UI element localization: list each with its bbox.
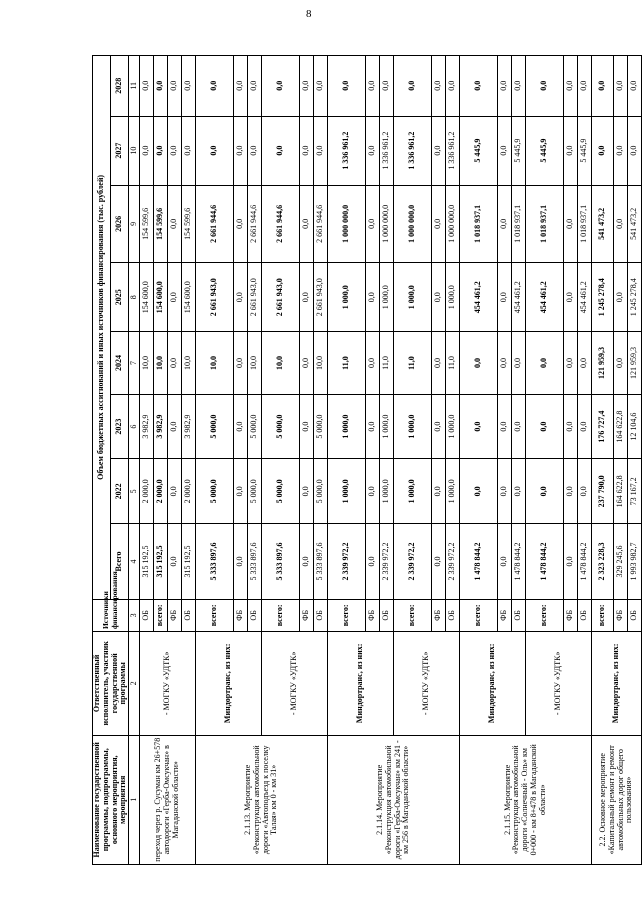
value-cell: 0,0 — [262, 56, 300, 117]
value-cell: 0,0 — [394, 56, 432, 117]
measure-name: 2.1.13. Мероприятие «Реконструкция автомобильной дороги «Автоподъезд к поселку Талая» км 0 - км 31» — [196, 735, 328, 864]
value-cell: 0,0 — [182, 116, 196, 185]
value-cell: 329 245,6 — [614, 524, 628, 600]
source-cell: ОБ — [182, 599, 196, 631]
rotated-table-wrapper — [92, 55, 639, 865]
column-number: 10 — [129, 116, 140, 185]
value-cell: 0,0 — [614, 263, 628, 332]
value-cell: 0,0 — [432, 524, 446, 600]
source-cell: ФБ — [300, 599, 314, 631]
column-number: 9 — [129, 185, 140, 263]
value-cell: 3 982,9 — [182, 394, 196, 459]
value-cell: 10,0 — [262, 332, 300, 395]
value-cell: 0,0 — [498, 459, 512, 524]
value-cell: 0,0 — [234, 263, 248, 332]
value-cell: 0,0 — [614, 332, 628, 395]
value-cell: 11,0 — [328, 332, 366, 395]
value-cell: 154 600,0 — [182, 263, 196, 332]
value-cell: 5 445,9 — [526, 116, 564, 185]
value-cell: 0,0 — [446, 56, 460, 117]
header-year: 2023 — [111, 394, 129, 459]
source-cell: ФБ — [432, 599, 446, 631]
value-cell: 1 000,0 — [328, 263, 366, 332]
value-cell: 0,0 — [300, 394, 314, 459]
value-cell: 5 000,0 — [196, 394, 234, 459]
value-cell: 1 000,0 — [380, 394, 394, 459]
value-cell: 0,0 — [628, 116, 642, 185]
value-cell: 1 000 000,0 — [328, 185, 366, 263]
value-cell: 154 600,0 — [154, 263, 168, 332]
value-cell: 1 245 278,4 — [592, 263, 614, 332]
source-cell: ОБ — [380, 599, 394, 631]
value-cell: 1 000 000,0 — [380, 185, 394, 263]
value-cell: 5 000,0 — [262, 394, 300, 459]
value-cell: 0,0 — [578, 332, 592, 395]
value-cell: 454 461,2 — [460, 263, 498, 332]
value-cell: 0,0 — [234, 185, 248, 263]
header-year: 2024 — [111, 332, 129, 395]
value-cell: 0,0 — [578, 459, 592, 524]
value-cell: 2 661 943,0 — [196, 263, 234, 332]
executor-total-cell: Миндортранс, из них: — [460, 632, 526, 736]
value-cell: 0,0 — [578, 56, 592, 117]
value-cell: 0,0 — [168, 263, 182, 332]
rotated-page — [92, 55, 639, 865]
value-cell: 1 478 844,2 — [460, 524, 498, 600]
value-cell: 0,0 — [498, 524, 512, 600]
value-cell: 0,0 — [564, 116, 578, 185]
measure-name: переход через р. Сусуман км 26+578 автодороги «Герба-Омсукчан» в Магаданской области» — [140, 735, 196, 864]
value-cell: 0,0 — [234, 394, 248, 459]
value-cell: 0,0 — [366, 394, 380, 459]
executor-total-cell: Миндортранс, из них: — [592, 632, 642, 736]
value-cell: 176 727,4 — [592, 394, 614, 459]
header-funding-group: Объем бюджетных ассигнований и иных источников финансирования (тыс. рублей) — [93, 56, 111, 600]
source-cell: ФБ — [168, 599, 182, 631]
value-cell: 1 000,0 — [394, 263, 432, 332]
value-cell: 0,0 — [300, 185, 314, 263]
value-cell: 0,0 — [300, 524, 314, 600]
value-cell: 164 622,8 — [614, 394, 628, 459]
value-cell: 154 600,0 — [140, 263, 154, 332]
value-cell: 0,0 — [196, 56, 234, 117]
header-source: Источники финансирования — [93, 599, 129, 631]
source-cell: всего: — [196, 599, 234, 631]
value-cell: 3 982,9 — [154, 394, 168, 459]
value-cell: 11,0 — [380, 332, 394, 395]
funding-table — [92, 55, 642, 865]
value-cell: 0,0 — [380, 56, 394, 117]
header-year: Всего — [111, 524, 129, 600]
value-cell: 0,0 — [234, 524, 248, 600]
value-cell: 0,0 — [498, 394, 512, 459]
column-number: 1 — [129, 735, 140, 864]
value-cell: 1 000,0 — [380, 459, 394, 524]
value-cell: 0,0 — [628, 56, 642, 117]
value-cell: 10,0 — [248, 332, 262, 395]
column-number: 3 — [129, 599, 140, 631]
page-number-text: 8 — [306, 8, 312, 20]
value-cell: 73 167,2 — [628, 459, 642, 524]
value-cell: 1 993 982,7 — [628, 524, 642, 600]
value-cell: 0,0 — [564, 185, 578, 263]
source-cell: всего: — [394, 599, 432, 631]
value-cell: 5 445,9 — [578, 116, 592, 185]
value-cell: 0,0 — [592, 116, 614, 185]
value-cell: 0,0 — [432, 459, 446, 524]
value-cell: 0,0 — [526, 459, 564, 524]
table-row — [592, 56, 614, 865]
value-cell: 0,0 — [512, 394, 526, 459]
value-cell: 0,0 — [366, 332, 380, 395]
value-cell: 0,0 — [526, 394, 564, 459]
value-cell: 1 000,0 — [446, 394, 460, 459]
value-cell: 0,0 — [498, 116, 512, 185]
executor-cell: - МОГКУ «УДТК» — [526, 632, 592, 736]
value-cell: 0,0 — [328, 56, 366, 117]
value-cell: 0,0 — [460, 332, 498, 395]
value-cell: 2 661 944,6 — [248, 185, 262, 263]
value-cell: 0,0 — [234, 116, 248, 185]
column-number: 8 — [129, 263, 140, 332]
value-cell: 0,0 — [366, 185, 380, 263]
value-cell: 154 599,6 — [140, 185, 154, 263]
table-row — [140, 56, 154, 865]
value-cell: 0,0 — [564, 394, 578, 459]
value-cell: 0,0 — [366, 459, 380, 524]
source-cell: всего: — [592, 599, 614, 631]
column-number: 6 — [129, 394, 140, 459]
value-cell: 1 000,0 — [446, 459, 460, 524]
value-cell: 0,0 — [140, 56, 154, 117]
table-row — [460, 56, 498, 865]
value-cell: 12 104,6 — [628, 394, 642, 459]
value-cell: 0,0 — [168, 332, 182, 395]
value-cell: 5 000,0 — [248, 394, 262, 459]
column-number: 2 — [129, 632, 140, 736]
value-cell: 2 339 972,2 — [446, 524, 460, 600]
value-cell: 1 245 278,4 — [628, 263, 642, 332]
measure-name: 2.1.15. Мероприятие «Реконструкция автомобильной дороги «Солнечный - Оль» км 0+000 - км 8+478 в Магаданской области» — [460, 735, 592, 864]
value-cell: 3 982,9 — [140, 394, 154, 459]
value-cell: 5 000,0 — [196, 459, 234, 524]
value-cell: 5 333 897,6 — [314, 524, 328, 600]
value-cell: 0,0 — [498, 263, 512, 332]
page-number — [0, 8, 640, 24]
source-cell: ОБ — [628, 599, 642, 631]
value-cell: 2 339 972,2 — [394, 524, 432, 600]
value-cell: 0,0 — [498, 185, 512, 263]
table-row — [328, 56, 366, 865]
funding-table-body — [140, 56, 642, 865]
value-cell: 0,0 — [168, 394, 182, 459]
source-cell: всего: — [262, 599, 300, 631]
value-cell: 10,0 — [154, 332, 168, 395]
value-cell: 1 478 844,2 — [578, 524, 592, 600]
value-cell: 5 333 897,6 — [262, 524, 300, 600]
column-number: 7 — [129, 332, 140, 395]
table-row — [196, 56, 234, 865]
value-cell: 0,0 — [432, 185, 446, 263]
value-cell: 1 336 961,2 — [380, 116, 394, 185]
value-cell: 0,0 — [234, 56, 248, 117]
value-cell: 2 661 944,6 — [262, 185, 300, 263]
value-cell: 11,0 — [446, 332, 460, 395]
header-name: Наименование государственной программы, подпрограммы, основного мероприятия, мероприятия — [93, 735, 129, 864]
value-cell: 0,0 — [564, 332, 578, 395]
column-number: 5 — [129, 459, 140, 524]
header-year: 2026 — [111, 185, 129, 263]
value-cell: 1 000,0 — [328, 394, 366, 459]
value-cell: 0,0 — [578, 394, 592, 459]
value-cell: 11,0 — [394, 332, 432, 395]
value-cell: 0,0 — [182, 56, 196, 117]
value-cell: 1 018 937,1 — [512, 185, 526, 263]
value-cell: 0,0 — [140, 116, 154, 185]
source-cell: всего: — [460, 599, 498, 631]
value-cell: 5 333 897,6 — [248, 524, 262, 600]
value-cell: 2 661 943,0 — [262, 263, 300, 332]
value-cell: 0,0 — [300, 116, 314, 185]
value-cell: 0,0 — [154, 56, 168, 117]
executor-cell: - МОГКУ «УДТК» — [140, 632, 196, 736]
executor-cell: - МОГКУ «УДТК» — [394, 632, 460, 736]
value-cell: 1 478 844,2 — [512, 524, 526, 600]
value-cell: 1 000,0 — [380, 263, 394, 332]
value-cell: 541 473,2 — [592, 185, 614, 263]
source-cell: ОБ — [248, 599, 262, 631]
value-cell: 0,0 — [168, 56, 182, 117]
value-cell: 1 018 937,1 — [526, 185, 564, 263]
value-cell: 237 790,0 — [592, 459, 614, 524]
value-cell: 1 000 000,0 — [446, 185, 460, 263]
source-cell: ФБ — [614, 599, 628, 631]
value-cell: 0,0 — [498, 56, 512, 117]
value-cell: 0,0 — [460, 394, 498, 459]
value-cell: 0,0 — [460, 459, 498, 524]
value-cell: 0,0 — [614, 185, 628, 263]
value-cell: 5 000,0 — [314, 459, 328, 524]
value-cell: 10,0 — [182, 332, 196, 395]
value-cell: 2 661 943,0 — [314, 263, 328, 332]
value-cell: 0,0 — [248, 116, 262, 185]
value-cell: 0,0 — [234, 332, 248, 395]
value-cell: 1 000,0 — [446, 263, 460, 332]
value-cell: 0,0 — [526, 56, 564, 117]
value-cell: 121 959,3 — [628, 332, 642, 395]
value-cell: 2 323 228,3 — [592, 524, 614, 600]
value-cell: 10,0 — [196, 332, 234, 395]
value-cell: 1 018 937,1 — [460, 185, 498, 263]
value-cell: 454 461,2 — [512, 263, 526, 332]
value-cell: 1 000 000,0 — [394, 185, 432, 263]
value-cell: 0,0 — [366, 116, 380, 185]
value-cell: 1 000,0 — [394, 459, 432, 524]
value-cell: 0,0 — [196, 116, 234, 185]
header-year: 2027 — [111, 116, 129, 185]
value-cell: 0,0 — [366, 524, 380, 600]
executor-total-cell: Миндортранс, из них: — [328, 632, 394, 736]
source-cell: всего: — [154, 599, 168, 631]
value-cell: 315 192,5 — [140, 524, 154, 600]
value-cell: 0,0 — [314, 116, 328, 185]
value-cell: 0,0 — [300, 459, 314, 524]
value-cell: 0,0 — [460, 56, 498, 117]
value-cell: 0,0 — [262, 116, 300, 185]
value-cell: 0,0 — [300, 263, 314, 332]
value-cell: 0,0 — [614, 116, 628, 185]
source-cell: ФБ — [366, 599, 380, 631]
source-cell: ОБ — [446, 599, 460, 631]
value-cell: 5 000,0 — [314, 394, 328, 459]
value-cell: 154 599,6 — [154, 185, 168, 263]
value-cell: 2 000,0 — [182, 459, 196, 524]
value-cell: 0,0 — [432, 332, 446, 395]
source-cell: ФБ — [234, 599, 248, 631]
value-cell: 5 333 897,6 — [196, 524, 234, 600]
value-cell: 0,0 — [564, 56, 578, 117]
value-cell: 0,0 — [168, 185, 182, 263]
value-cell: 0,0 — [614, 56, 628, 117]
value-cell: 454 461,2 — [526, 263, 564, 332]
value-cell: 0,0 — [314, 56, 328, 117]
value-cell: 5 445,9 — [512, 116, 526, 185]
executor-total-cell: Миндортранс, из них: — [196, 632, 262, 736]
value-cell: 164 622,8 — [614, 459, 628, 524]
value-cell: 121 959,3 — [592, 332, 614, 395]
executor-cell: - МОГКУ «УДТК» — [262, 632, 328, 736]
value-cell: 315 192,5 — [154, 524, 168, 600]
source-cell: всего: — [328, 599, 366, 631]
value-cell: 10,0 — [314, 332, 328, 395]
source-cell: ОБ — [578, 599, 592, 631]
value-cell: 1 000,0 — [394, 394, 432, 459]
value-cell: 0,0 — [432, 56, 446, 117]
value-cell: 1 478 844,2 — [526, 524, 564, 600]
value-cell: 1 336 961,2 — [446, 116, 460, 185]
source-cell: всего: — [526, 599, 564, 631]
column-number: 11 — [129, 56, 140, 117]
value-cell: 5 000,0 — [262, 459, 300, 524]
value-cell: 0,0 — [168, 459, 182, 524]
value-cell: 10,0 — [140, 332, 154, 395]
value-cell: 0,0 — [564, 263, 578, 332]
header-year: 2025 — [111, 263, 129, 332]
value-cell: 0,0 — [592, 56, 614, 117]
value-cell: 454 461,2 — [578, 263, 592, 332]
value-cell: 1 336 961,2 — [328, 116, 366, 185]
source-cell: ОБ — [140, 599, 154, 631]
source-cell: ФБ — [564, 599, 578, 631]
value-cell: 5 000,0 — [248, 459, 262, 524]
value-cell: 0,0 — [154, 116, 168, 185]
value-cell: 2 339 972,2 — [328, 524, 366, 600]
value-cell: 1 336 961,2 — [394, 116, 432, 185]
header-year: 2028 — [111, 56, 129, 117]
value-cell: 0,0 — [564, 459, 578, 524]
measure-name: 2.2. Основное мероприятие «Капитальный ремонт и ремонт автомобильных дорог общего пользования» — [592, 735, 642, 864]
column-number: 4 — [129, 524, 140, 600]
value-cell: 0,0 — [432, 116, 446, 185]
value-cell: 2 661 944,6 — [196, 185, 234, 263]
value-cell: 0,0 — [168, 116, 182, 185]
value-cell: 0,0 — [300, 332, 314, 395]
value-cell: 0,0 — [512, 459, 526, 524]
value-cell: 0,0 — [512, 332, 526, 395]
value-cell: 2 661 944,6 — [314, 185, 328, 263]
value-cell: 1 000,0 — [328, 459, 366, 524]
source-cell: ОБ — [314, 599, 328, 631]
header-executor: Ответственный исполнитель, участник государственной программы — [93, 632, 129, 736]
value-cell: 5 445,9 — [460, 116, 498, 185]
value-cell: 0,0 — [564, 524, 578, 600]
measure-name: 2.1.14. Мероприятие «Реконструкция автомобильной дороги «Герба-Омсукчан» км 241 - км 256 в Магаданской области» — [328, 735, 460, 864]
value-cell: 0,0 — [512, 56, 526, 117]
value-cell: 0,0 — [300, 56, 314, 117]
value-cell: 2 000,0 — [154, 459, 168, 524]
value-cell: 315 192,5 — [182, 524, 196, 600]
value-cell: 0,0 — [366, 263, 380, 332]
value-cell: 2 339 972,2 — [380, 524, 394, 600]
value-cell: 2 661 943,0 — [248, 263, 262, 332]
value-cell: 0,0 — [432, 263, 446, 332]
value-cell: 0,0 — [498, 332, 512, 395]
header-year: 2022 — [111, 459, 129, 524]
source-cell: ОБ — [512, 599, 526, 631]
value-cell: 2 000,0 — [140, 459, 154, 524]
value-cell: 0,0 — [432, 394, 446, 459]
value-cell: 541 473,2 — [628, 185, 642, 263]
value-cell: 0,0 — [248, 56, 262, 117]
value-cell: 154 599,6 — [182, 185, 196, 263]
value-cell: 0,0 — [526, 332, 564, 395]
value-cell: 0,0 — [234, 459, 248, 524]
value-cell: 1 018 937,1 — [578, 185, 592, 263]
source-cell: ФБ — [498, 599, 512, 631]
value-cell: 0,0 — [366, 56, 380, 117]
value-cell: 0,0 — [168, 524, 182, 600]
